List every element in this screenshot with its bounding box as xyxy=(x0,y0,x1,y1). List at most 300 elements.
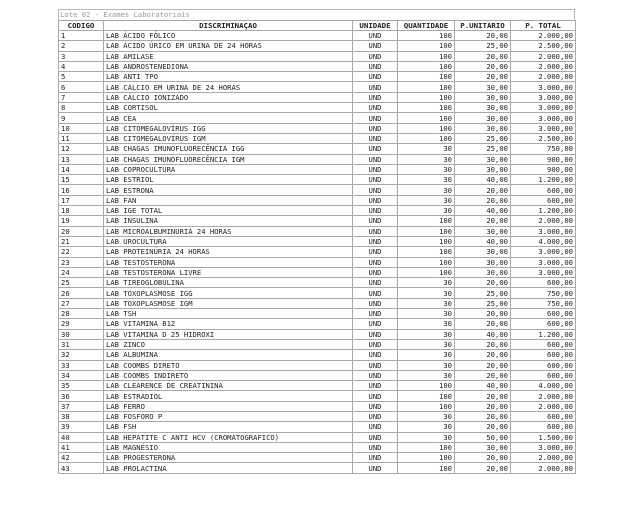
cell-quantidade: 100 xyxy=(398,391,455,401)
table-row xyxy=(59,226,576,236)
cell-unidade: UND xyxy=(353,51,398,61)
cell-unitario: 30,00 xyxy=(455,103,511,113)
cell-total: 1.200,00 xyxy=(511,175,576,185)
cell-discriminacao: LAB TOXOPLASMOSE IGG xyxy=(104,288,353,298)
table-row xyxy=(59,350,576,360)
table-row xyxy=(59,298,576,308)
cell-unitario: 20,00 xyxy=(455,391,511,401)
cell-unitario: 20,00 xyxy=(455,463,511,473)
table-header-row xyxy=(59,21,576,31)
cell-unidade: UND xyxy=(353,41,398,51)
cell-discriminacao: LAB PROGESTERONA xyxy=(104,453,353,463)
cell-unidade: UND xyxy=(353,381,398,391)
cell-unidade: UND xyxy=(353,61,398,71)
cell-total: 2.000,00 xyxy=(511,453,576,463)
cell-discriminacao: LAB CITOMEGALOVÍRUS IGG xyxy=(104,123,353,133)
cell-unitario: 25,00 xyxy=(455,133,511,143)
table-row xyxy=(59,175,576,185)
cell-unidade: UND xyxy=(353,185,398,195)
cell-quantidade: 100 xyxy=(398,216,455,226)
cell-quantidade: 100 xyxy=(398,133,455,143)
cell-quantidade: 100 xyxy=(398,442,455,452)
cell-unitario: 20,00 xyxy=(455,185,511,195)
cell-unidade: UND xyxy=(353,144,398,154)
cell-unidade: UND xyxy=(353,226,398,236)
cell-unidade: UND xyxy=(353,257,398,267)
cell-total: 1.200,00 xyxy=(511,329,576,339)
cell-unidade: UND xyxy=(353,195,398,205)
cell-total: 600,00 xyxy=(511,360,576,370)
cell-unitario: 20,00 xyxy=(455,51,511,61)
cell-total: 600,00 xyxy=(511,309,576,319)
cell-discriminacao: LAB ZINCO xyxy=(104,339,353,349)
cell-codigo: 26 xyxy=(59,288,104,298)
cell-codigo: 20 xyxy=(59,226,104,236)
header-discriminacao: DISCRIMINAÇAO xyxy=(104,21,353,31)
cell-discriminacao: LAB ÁCIDO ÚRICO EM URINA DE 24 HORAS xyxy=(104,41,353,51)
cell-unidade: UND xyxy=(353,309,398,319)
cell-quantidade: 30 xyxy=(398,309,455,319)
cell-unidade: UND xyxy=(353,113,398,123)
cell-unitario: 30,00 xyxy=(455,82,511,92)
cell-discriminacao: LAB ÁCIDO FÓLICO xyxy=(104,31,353,41)
cell-discriminacao: LAB VITAMINA B12 xyxy=(104,319,353,329)
cell-discriminacao: LAB PROLACTINA xyxy=(104,463,353,473)
document xyxy=(58,9,575,474)
table-row xyxy=(59,103,576,113)
cell-total: 600,00 xyxy=(511,278,576,288)
cell-discriminacao: LAB TSH xyxy=(104,309,353,319)
cell-codigo: 27 xyxy=(59,298,104,308)
cell-unitario: 20,00 xyxy=(455,31,511,41)
cell-total: 2.000,00 xyxy=(511,463,576,473)
cell-discriminacao: LAB CITOMEGALOVÍRUS IGM xyxy=(104,133,353,143)
cell-unitario: 30,00 xyxy=(455,154,511,164)
cell-unidade: UND xyxy=(353,288,398,298)
cell-codigo: 40 xyxy=(59,432,104,442)
table-row xyxy=(59,442,576,452)
cell-codigo: 25 xyxy=(59,278,104,288)
cell-quantidade: 30 xyxy=(398,329,455,339)
cell-discriminacao: LAB ALBUMINA xyxy=(104,350,353,360)
cell-discriminacao: LAB CÁLCIO EM URINA DE 24 HORAS xyxy=(104,82,353,92)
cell-unidade: UND xyxy=(353,401,398,411)
cell-total: 2.000,00 xyxy=(511,72,576,82)
cell-total: 3.000,00 xyxy=(511,113,576,123)
cell-unidade: UND xyxy=(353,154,398,164)
cell-codigo: 5 xyxy=(59,72,104,82)
table-row xyxy=(59,278,576,288)
cell-unitario: 30,00 xyxy=(455,267,511,277)
cell-unidade: UND xyxy=(353,319,398,329)
cell-quantidade: 30 xyxy=(398,206,455,216)
cell-discriminacao: LAB CEA xyxy=(104,113,353,123)
cell-codigo: 12 xyxy=(59,144,104,154)
table-row xyxy=(59,309,576,319)
cell-quantidade: 100 xyxy=(398,267,455,277)
cell-discriminacao: LAB AMILASE xyxy=(104,51,353,61)
cell-total: 4.000,00 xyxy=(511,381,576,391)
cell-discriminacao: LAB FAN xyxy=(104,195,353,205)
cell-codigo: 43 xyxy=(59,463,104,473)
table-row xyxy=(59,144,576,154)
table-row xyxy=(59,92,576,102)
cell-unitario: 25,00 xyxy=(455,288,511,298)
cell-quantidade: 100 xyxy=(398,41,455,51)
cell-total: 2.500,00 xyxy=(511,133,576,143)
table-row xyxy=(59,411,576,421)
cell-codigo: 10 xyxy=(59,123,104,133)
cell-quantidade: 100 xyxy=(398,236,455,246)
cell-quantidade: 30 xyxy=(398,144,455,154)
cell-quantidade: 100 xyxy=(398,82,455,92)
cell-codigo: 35 xyxy=(59,381,104,391)
cell-quantidade: 30 xyxy=(398,432,455,442)
cell-total: 600,00 xyxy=(511,422,576,432)
cell-unidade: UND xyxy=(353,422,398,432)
cell-total: 1.500,00 xyxy=(511,432,576,442)
cell-discriminacao: LAB IGE TOTAL xyxy=(104,206,353,216)
cell-unidade: UND xyxy=(353,298,398,308)
table-row xyxy=(59,82,576,92)
table-row xyxy=(59,123,576,133)
cell-codigo: 30 xyxy=(59,329,104,339)
cell-unitario: 30,00 xyxy=(455,113,511,123)
cell-total: 2.000,00 xyxy=(511,31,576,41)
header-unidade: UNIDADE xyxy=(353,21,398,31)
table-row xyxy=(59,236,576,246)
cell-total: 900,00 xyxy=(511,154,576,164)
cell-unidade: UND xyxy=(353,370,398,380)
cell-quantidade: 30 xyxy=(398,288,455,298)
cell-total: 3.000,00 xyxy=(511,267,576,277)
cell-discriminacao: LAB COOMBS DIRETO xyxy=(104,360,353,370)
cell-codigo: 16 xyxy=(59,185,104,195)
cell-unidade: UND xyxy=(353,31,398,41)
cell-unitario: 25,00 xyxy=(455,144,511,154)
table-row xyxy=(59,195,576,205)
cell-quantidade: 30 xyxy=(398,319,455,329)
cell-codigo: 9 xyxy=(59,113,104,123)
cell-unidade: UND xyxy=(353,92,398,102)
cell-quantidade: 100 xyxy=(398,123,455,133)
cell-codigo: 4 xyxy=(59,61,104,71)
cell-codigo: 28 xyxy=(59,309,104,319)
cell-quantidade: 30 xyxy=(398,350,455,360)
table-row xyxy=(59,370,576,380)
cell-codigo: 19 xyxy=(59,216,104,226)
cell-total: 3.000,00 xyxy=(511,257,576,267)
cell-discriminacao: LAB FSH xyxy=(104,422,353,432)
table-row xyxy=(59,113,576,123)
cell-total: 2.500,00 xyxy=(511,41,576,51)
cell-total: 3.000,00 xyxy=(511,247,576,257)
table-row xyxy=(59,61,576,71)
cell-total: 600,00 xyxy=(511,195,576,205)
cell-quantidade: 30 xyxy=(398,164,455,174)
cell-codigo: 34 xyxy=(59,370,104,380)
cell-unitario: 30,00 xyxy=(455,226,511,236)
cell-unitario: 20,00 xyxy=(455,360,511,370)
cell-unitario: 30,00 xyxy=(455,257,511,267)
cell-unidade: UND xyxy=(353,442,398,452)
table-row xyxy=(59,339,576,349)
cell-codigo: 31 xyxy=(59,339,104,349)
cell-total: 2.000,00 xyxy=(511,216,576,226)
cell-total: 3.000,00 xyxy=(511,82,576,92)
cell-total: 4.000,00 xyxy=(511,236,576,246)
cell-unidade: UND xyxy=(353,360,398,370)
header-quantidade: QUANTIDADE xyxy=(398,21,455,31)
table-row xyxy=(59,288,576,298)
cell-discriminacao: LAB VITAMINA D 25 HIDROXI xyxy=(104,329,353,339)
cell-quantidade: 100 xyxy=(398,51,455,61)
cell-discriminacao: LAB TIREOGLOBULINA xyxy=(104,278,353,288)
cell-total: 1.200,00 xyxy=(511,206,576,216)
table-body xyxy=(59,31,576,474)
cell-unitario: 20,00 xyxy=(455,422,511,432)
cell-codigo: 15 xyxy=(59,175,104,185)
cell-codigo: 21 xyxy=(59,236,104,246)
cell-total: 600,00 xyxy=(511,185,576,195)
cell-unidade: UND xyxy=(353,350,398,360)
header-unitario: P.UNITARIO xyxy=(455,21,511,31)
cell-discriminacao: LAB CORTISOL xyxy=(104,103,353,113)
cell-codigo: 17 xyxy=(59,195,104,205)
table-row xyxy=(59,432,576,442)
cell-unitario: 50,00 xyxy=(455,432,511,442)
cell-discriminacao: LAB PROTEINÚRIA 24 HORAS xyxy=(104,247,353,257)
cell-unitario: 20,00 xyxy=(455,61,511,71)
cell-codigo: 41 xyxy=(59,442,104,452)
cell-codigo: 11 xyxy=(59,133,104,143)
table-row xyxy=(59,463,576,473)
cell-quantidade: 100 xyxy=(398,31,455,41)
cell-unitario: 20,00 xyxy=(455,411,511,421)
cell-quantidade: 30 xyxy=(398,195,455,205)
cell-quantidade: 100 xyxy=(398,247,455,257)
cell-discriminacao: LAB CÁLCIO IONIZADO xyxy=(104,92,353,102)
cell-unidade: UND xyxy=(353,123,398,133)
cell-codigo: 14 xyxy=(59,164,104,174)
table-row xyxy=(59,216,576,226)
cell-codigo: 13 xyxy=(59,154,104,164)
table-row xyxy=(59,360,576,370)
cell-total: 600,00 xyxy=(511,350,576,360)
cell-codigo: 6 xyxy=(59,82,104,92)
cell-codigo: 23 xyxy=(59,257,104,267)
cell-unitario: 40,00 xyxy=(455,381,511,391)
table-row xyxy=(59,453,576,463)
cell-discriminacao: LAB ANDROSTENEDIONA xyxy=(104,61,353,71)
cell-total: 3.000,00 xyxy=(511,103,576,113)
cell-codigo: 33 xyxy=(59,360,104,370)
table-row xyxy=(59,401,576,411)
cell-codigo: 38 xyxy=(59,411,104,421)
table-row xyxy=(59,247,576,257)
cell-unidade: UND xyxy=(353,432,398,442)
cell-discriminacao: LAB TOXOPLASMOSE IGM xyxy=(104,298,353,308)
cell-unidade: UND xyxy=(353,103,398,113)
cell-quantidade: 100 xyxy=(398,72,455,82)
cell-total: 2.000,00 xyxy=(511,401,576,411)
cell-unidade: UND xyxy=(353,216,398,226)
cell-unitario: 25,00 xyxy=(455,41,511,51)
cell-unidade: UND xyxy=(353,206,398,216)
cell-total: 3.000,00 xyxy=(511,92,576,102)
cell-unitario: 30,00 xyxy=(455,164,511,174)
cell-quantidade: 100 xyxy=(398,463,455,473)
cell-unitario: 20,00 xyxy=(455,319,511,329)
cell-unitario: 20,00 xyxy=(455,309,511,319)
cell-quantidade: 100 xyxy=(398,61,455,71)
cell-quantidade: 100 xyxy=(398,226,455,236)
table-row xyxy=(59,381,576,391)
cell-discriminacao: LAB MAGNÉSIO xyxy=(104,442,353,452)
cell-discriminacao: LAB MICROALBUMINURIA 24 HORAS xyxy=(104,226,353,236)
lot-caption: Lote 02 - Exames Laboratoriais xyxy=(58,9,575,20)
table-row xyxy=(59,185,576,195)
cell-total: 3.000,00 xyxy=(511,123,576,133)
cell-total: 3.000,00 xyxy=(511,226,576,236)
cell-discriminacao: LAB UROCULTURA xyxy=(104,236,353,246)
cell-total: 600,00 xyxy=(511,319,576,329)
cell-total: 750,00 xyxy=(511,298,576,308)
cell-total: 2.000,00 xyxy=(511,391,576,401)
cell-unitario: 40,00 xyxy=(455,329,511,339)
cell-unitario: 20,00 xyxy=(455,278,511,288)
cell-codigo: 7 xyxy=(59,92,104,102)
cell-unitario: 30,00 xyxy=(455,247,511,257)
cell-unitario: 20,00 xyxy=(455,339,511,349)
cell-discriminacao: LAB ESTRONA xyxy=(104,185,353,195)
cell-unidade: UND xyxy=(353,391,398,401)
table-row xyxy=(59,257,576,267)
cell-total: 2.000,00 xyxy=(511,61,576,71)
table-row xyxy=(59,72,576,82)
cell-unidade: UND xyxy=(353,236,398,246)
cell-quantidade: 30 xyxy=(398,360,455,370)
cell-codigo: 8 xyxy=(59,103,104,113)
table-row xyxy=(59,133,576,143)
cell-unitario: 20,00 xyxy=(455,216,511,226)
cell-quantidade: 30 xyxy=(398,370,455,380)
cell-discriminacao: LAB TESTOSTERONA xyxy=(104,257,353,267)
cell-unitario: 40,00 xyxy=(455,206,511,216)
cell-discriminacao: LAB TESTOSTERONA LIVRE xyxy=(104,267,353,277)
cell-unitario: 20,00 xyxy=(455,195,511,205)
cell-unitario: 30,00 xyxy=(455,92,511,102)
cell-codigo: 32 xyxy=(59,350,104,360)
cell-unidade: UND xyxy=(353,175,398,185)
cell-unidade: UND xyxy=(353,72,398,82)
cell-unidade: UND xyxy=(353,411,398,421)
cell-unitario: 30,00 xyxy=(455,123,511,133)
cell-discriminacao: LAB CHAGAS IMUNOFLUORECÊNCIA IGM xyxy=(104,154,353,164)
cell-unitario: 20,00 xyxy=(455,401,511,411)
cell-total: 600,00 xyxy=(511,339,576,349)
header-total: P. TOTAL xyxy=(511,21,576,31)
cell-codigo: 24 xyxy=(59,267,104,277)
cell-unitario: 20,00 xyxy=(455,72,511,82)
cell-unidade: UND xyxy=(353,133,398,143)
cell-unitario: 30,00 xyxy=(455,442,511,452)
cell-discriminacao: LAB COPROCULTURA xyxy=(104,164,353,174)
table-row xyxy=(59,319,576,329)
cell-codigo: 42 xyxy=(59,453,104,463)
table-row xyxy=(59,41,576,51)
cell-discriminacao: LAB HEPATITE C ANTI HCV (CROMATOGRAFICO) xyxy=(104,432,353,442)
cell-unitario: 20,00 xyxy=(455,350,511,360)
cell-unitario: 40,00 xyxy=(455,236,511,246)
table-row xyxy=(59,164,576,174)
cell-total: 2.000,00 xyxy=(511,51,576,61)
cell-unidade: UND xyxy=(353,453,398,463)
cell-unitario: 40,00 xyxy=(455,175,511,185)
cell-unidade: UND xyxy=(353,278,398,288)
exams-table xyxy=(58,20,576,474)
cell-quantidade: 30 xyxy=(398,339,455,349)
cell-unidade: UND xyxy=(353,339,398,349)
cell-discriminacao: LAB CHAGAS IMUNOFLUORECÊNCIA IGG xyxy=(104,144,353,154)
cell-quantidade: 100 xyxy=(398,113,455,123)
cell-discriminacao: LAB INSULINA xyxy=(104,216,353,226)
cell-quantidade: 30 xyxy=(398,154,455,164)
cell-total: 3.000,00 xyxy=(511,442,576,452)
cell-codigo: 39 xyxy=(59,422,104,432)
table-row xyxy=(59,422,576,432)
cell-discriminacao: LAB CLEARENCE DE CREATININA xyxy=(104,381,353,391)
cell-unitario: 20,00 xyxy=(455,453,511,463)
table-row xyxy=(59,267,576,277)
table-row xyxy=(59,51,576,61)
cell-quantidade: 100 xyxy=(398,401,455,411)
cell-discriminacao: LAB FOSFORO P xyxy=(104,411,353,421)
cell-quantidade: 30 xyxy=(398,175,455,185)
cell-unidade: UND xyxy=(353,247,398,257)
cell-quantidade: 100 xyxy=(398,381,455,391)
cell-unidade: UND xyxy=(353,82,398,92)
cell-discriminacao: LAB ANTI TPO xyxy=(104,72,353,82)
cell-discriminacao: LAB COOMBS INDIRETO xyxy=(104,370,353,380)
header-codigo: CODIGO xyxy=(59,21,104,31)
cell-quantidade: 100 xyxy=(398,92,455,102)
cell-codigo: 1 xyxy=(59,31,104,41)
cell-total: 600,00 xyxy=(511,411,576,421)
cell-unitario: 20,00 xyxy=(455,370,511,380)
table-row xyxy=(59,206,576,216)
cell-quantidade: 30 xyxy=(398,422,455,432)
table-row xyxy=(59,391,576,401)
cell-unitario: 25,00 xyxy=(455,298,511,308)
cell-quantidade: 30 xyxy=(398,298,455,308)
cell-codigo: 2 xyxy=(59,41,104,51)
cell-quantidade: 100 xyxy=(398,453,455,463)
cell-quantidade: 100 xyxy=(398,257,455,267)
cell-codigo: 37 xyxy=(59,401,104,411)
table-row xyxy=(59,31,576,41)
table-row xyxy=(59,154,576,164)
cell-codigo: 29 xyxy=(59,319,104,329)
cell-codigo: 3 xyxy=(59,51,104,61)
cell-codigo: 18 xyxy=(59,206,104,216)
cell-discriminacao: LAB ESTRIOL xyxy=(104,175,353,185)
cell-total: 750,00 xyxy=(511,288,576,298)
cell-codigo: 22 xyxy=(59,247,104,257)
cell-total: 900,00 xyxy=(511,164,576,174)
table-row xyxy=(59,329,576,339)
cell-quantidade: 30 xyxy=(398,411,455,421)
